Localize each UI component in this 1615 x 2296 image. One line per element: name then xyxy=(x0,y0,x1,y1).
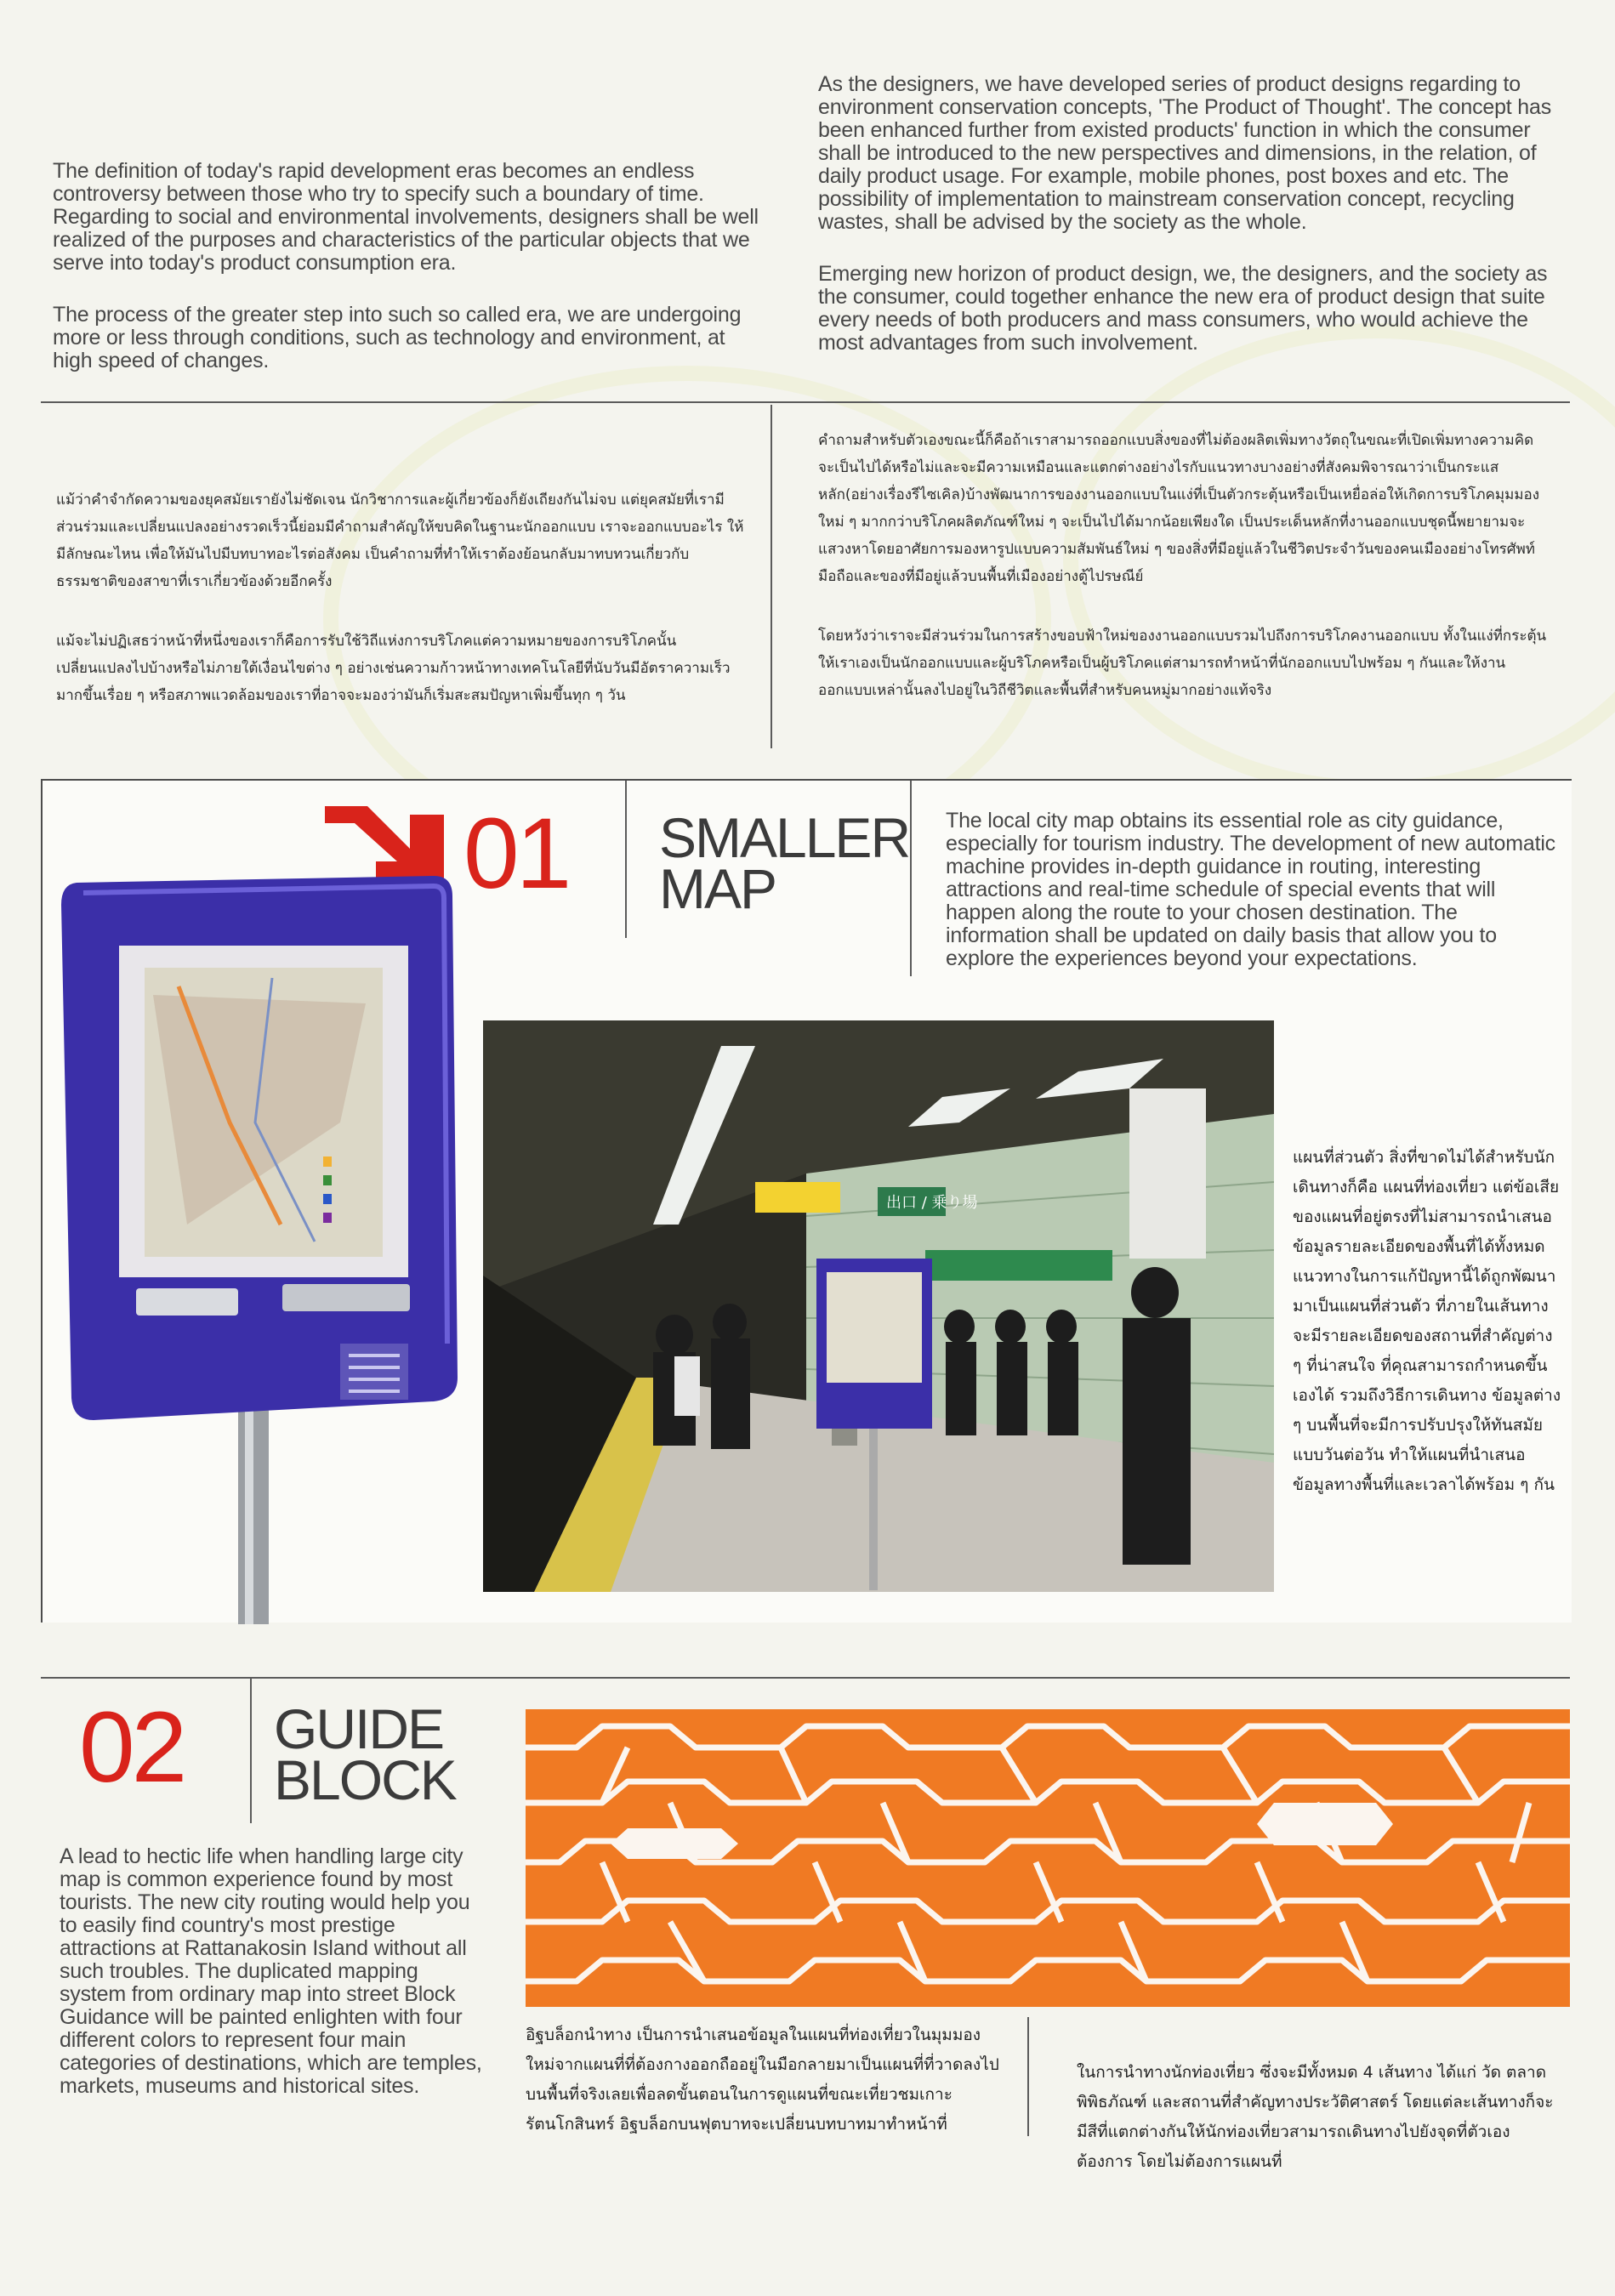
section-01-title-line2: MAP xyxy=(659,857,776,920)
intro-paragraph: Emerging new horizon of product design, we, the designers, and the society as the consumer, could together enhance the new era of product design that suite every needs of both producers and mass consumers, who would achieve the most advantages from such involvement. xyxy=(818,262,1548,355)
title-divider xyxy=(910,781,912,976)
intro-paragraph: As the designers, we have developed series of product designs regarding to environment conservation concepts, 'The Product of Thought'. The concept has been enhanced further from existed products' function in which the consumer shall be introduced to the new perspectives and dimensions, in the relation, of daily product usage. For example, mobile phones, post boxes and etc. The possibility of implementation to mainstream conservation concept, recycling wastes, shall be advised by the society as the whole. xyxy=(818,72,1551,234)
section-02-title-line2: BLOCK xyxy=(274,1748,456,1811)
subway-station-photo xyxy=(483,1020,1274,1592)
intro-thai-paragraph: แม้จะไม่ปฏิเสธว่าหน้าที่หนึ่งของเราก็คือการรับใช้วิถีแห่งการบริโภคแต่ความหมายของการบริโภคนั้นเปลี่ยนแปลงไปบ้างหรือไม่ภายใต้เงื่อนไขต่าง ๆ อย่างเช่นความก้าวหน้าทางเทคโนโลยีที่นับวันมีอัตราความเร็วมากขึ้นเรื่อย ๆ หรือสภาพแวดล้อมของเราที่อาจจะมองว่ามันก็เริ่มสะสมปัญหาเพิ่มขึ้นทุก ๆ วัน xyxy=(56,633,731,704)
intro-left-en xyxy=(53,160,767,401)
section-01-thai-caption: แผนที่ส่วนตัว สิ่งที่ขาดไม่ได้สำหรับนักเดินทางก็คือ แผนที่ท่องเที่ยว แต่ข้อเสียของแผนที่อยู่ตรงที่ไม่สามารถนำเสนอข้อมูลรายละเอียดของพื้นที่ได้ทั้งหมด แนวทางในการแก้ปัญหานี้ได้ถูกพัฒนามาเป็นแผนที่ส่วนตัว ที่ภายในเส้นทางจะมีรายละเอียดของสถานที่สำคัญต่าง ๆ ที่น่าสนใจ ที่คุณสามารถกำหนดขึ้นเองได้ รวมถึงวิธีการเดินทาง ข้อมูลต่าง ๆ บนพื้นที่จะมีการปรับปรุงให้ทันสมัยแบบวันต่อวัน ทำให้แผนที่นำเสนอข้อมูลทางพื้นที่และเวลาได้พร้อม ๆ กัน xyxy=(1293,1148,1561,1494)
intro-thai-paragraph: แม้ว่าคำจำกัดความของยุคสมัยเรายังไม่ชัดเจน นักวิชาการและผู้เกี่ยวข้องก็ยังเถียงกันไม่จบ แต่ยุคสมัยที่เรามีส่วนร่วมและเปลี่ยนแปลงอย่างรวดเร็วนี้ย่อมมีคำถามสำคัญให้ขบคิดในฐานะนักออกแบบ เราจะออกแบบอะไร ให้มีลักษณะไหน เพื่อให้มันไปมีบทบาทอะไรต่อสังคม เป็นคำถามที่ทำให้เราต้องย้อนกลับมาทบทวนเกี่ยวกับธรรมชาติของสาขาที่เราเกี่ยวข้องด้วยอีกครั้ง xyxy=(56,492,744,590)
intro-right-en xyxy=(818,73,1551,384)
intro-paragraph: The definition of today's rapid development eras becomes an endless controversy between those who try to specify such a boundary of time. Regarding to social and environmental involvements, designers shall be well realized of the purposes and characteristics of the particular objects that we serve into today's product consumption era. xyxy=(53,159,759,275)
section-02-thai-left: อิฐบล็อกนำทาง เป็นการนำเสนอข้อมูลในแผนที่ท่องเที่ยวในมุมมองใหม่จากแผนที่ที่ต้องกางออกถืออยู่ในมือกลายมาเป็นแผนที่ที่วาดลงไปบนพื้นที่จริงเลยเพื่อลดขั้นตอนในการดูแผนที่ขณะเที่ยวชมเกาะรัตนโกสินทร์ อิฐบล็อกบนฟุตบาทจะเปลี่ยนบทบาทมาทำหน้าที่ xyxy=(526,2026,999,2134)
section-02-description: A lead to hectic life when handling large city map is common experience found by most tourists. The new city routing would help you to easily find country's most prestige attractions at Rattanakosin Island without all such troubles. The duplicated mapping system from ordinary map into street Block Guidance will be painted enlighten with four different colors to represent four main categories of destinations, which are temples, markets, museums and historical sites. xyxy=(60,1844,482,2098)
kiosk-illustration xyxy=(60,867,468,1624)
column-divider xyxy=(771,405,772,748)
divider-line xyxy=(41,401,1570,403)
section-02-title xyxy=(274,1697,456,1811)
station-sign: 出口 / 乗り場 xyxy=(886,1194,978,1212)
intro-right-th xyxy=(818,427,1550,736)
section-01-description: The local city map obtains its essential role as city guidance, especially for tourism industry. The development of new automatic machine provides in-depth guidance in routing, interesting attractions and real-time schedule of special events that will happen along the route to your chosen destination. The information shall be updated on daily basis that allow you to explore the experiences beyond your expectations. xyxy=(946,809,1555,970)
intro-paragraph: The process of the greater step into such so called era, we are undergoing more or less through conditions, such as technology and environment, at high speed of changes. xyxy=(53,303,742,372)
section-02-thai-right: ในการนำทางนักท่องเที่ยว ซึ่งจะมีทั้งหมด 4 เส้นทาง ได้แก่ วัด ตลาด พิพิธภัณฑ์ และสถานที่สำคัญทางประวัติศาสตร์ โดยแต่ละเส้นทางก็จะมีสีที่แตกต่างกันให้นักท่องเที่ยวสามารถเดินทางไปยังจุดที่ตัวเองต้องการ โดยไม่ต้องการแผนที่ xyxy=(1077,2063,1554,2171)
title-divider xyxy=(250,1679,252,1823)
section-02-number: 02 xyxy=(79,1691,185,1804)
intro-left-th xyxy=(56,486,745,742)
guide-block-pattern xyxy=(526,1709,1570,2007)
section-02-title-line1: GUIDE xyxy=(274,1697,444,1760)
section-01-number: 01 xyxy=(463,798,569,910)
intro-thai-paragraph: คำถามสำหรับตัวเองขณะนี้ก็คือถ้าเราสามารถออกแบบสิ่งของที่ไม่ต้องผลิตเพิ่มทางวัตถุในขณะที่เปิดเพิ่มทางความคิดจะเป็นไปได้หรือไม่และจะมีความเหมือนและแตกต่างอย่างไรกับแนวทางบางอย่างที่สังคมพิจารณาว่าเป็นกระแสหลัก(อย่างเรื่องรีไซเคิล)บ้างพัฒนาการของงานออกแบบในแง่ที่เป็นตัวกระตุ้นหรือเป็นเหยื่อล่อให้เกิดการบริโภคมุมมองใหม่ ๆ มากกว่าบริโภคผลิตภัณฑ์ใหม่ ๆ จะเป็นไปได้มากน้อยเพียงใด เป็นประเด็นหลักที่งานออกแบบชุดนี้พยายามจะแสวงหาโดยอาศัยการมองหารูปแบบความสัมพันธ์ใหม่ ๆ ของสิ่งที่มีอยู่แล้วในชีวิตประจำวันของคนเมืองอย่างโทรศัพท์มือถือและของที่มีอยู่แล้วบนพื้นที่เมืองอย่างตู้ไปรษณีย์ xyxy=(818,432,1540,585)
divider-line xyxy=(41,1677,1570,1679)
section-01-title xyxy=(659,806,910,920)
title-divider xyxy=(625,781,627,938)
section-01-title-line1: SMALLER xyxy=(659,806,910,869)
intro-thai-paragraph: โดยหวังว่าเราจะมีส่วนร่วมในการสร้างขอบฟ้าใหม่ของงานออกแบบรวมไปถึงการบริโภคงานออกแบบ ทั้งในแง่ที่กระตุ้นให้เราเองเป็นนักออกแบบและผู้บริโภคหรือเป็นผู้บริโภคแต่สามารถทำหน้าที่นักออกแบบไปพร้อม ๆ กันและให้งานออกแบบเหล่านั้นลงไปอยู่ในวิถีชีวิตและพื้นที่สำหรับคนหมู่มากอย่างแท้จริง xyxy=(818,628,1547,699)
column-divider xyxy=(1027,2017,1029,2136)
